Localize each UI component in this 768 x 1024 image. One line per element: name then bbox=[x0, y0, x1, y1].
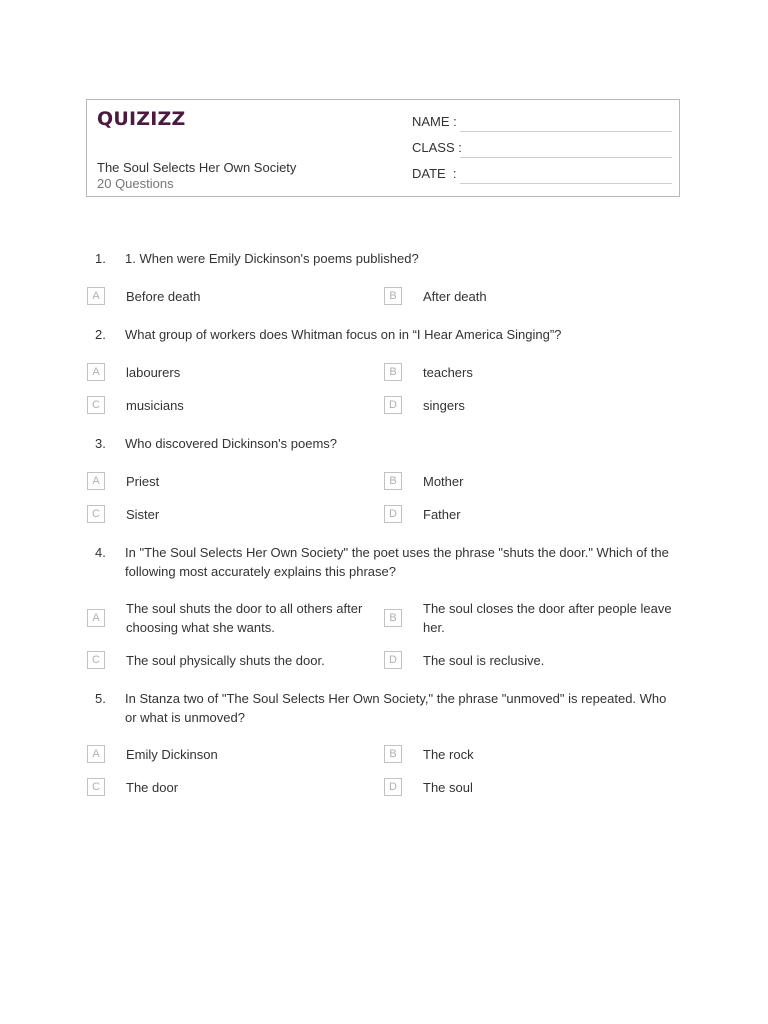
option-letter-box: C bbox=[87, 396, 105, 414]
option-text: Father bbox=[423, 507, 461, 522]
name-line bbox=[460, 131, 672, 132]
option-text: singers bbox=[423, 398, 465, 413]
option-text: The soul bbox=[423, 780, 473, 795]
option-letter-box: B bbox=[384, 363, 402, 381]
option-letter-box: C bbox=[87, 651, 105, 669]
option-text: The soul closes the door after people leave her. bbox=[423, 601, 672, 635]
option-text: The soul is reclusive. bbox=[423, 653, 545, 668]
option-letter-box: A bbox=[87, 472, 105, 490]
option-letter-box: B bbox=[384, 745, 402, 763]
class-label: CLASS : bbox=[412, 140, 462, 155]
option-text: The door bbox=[126, 780, 179, 795]
option-letter-box: D bbox=[384, 778, 402, 796]
option-text: teachers bbox=[423, 365, 473, 380]
option-text: After death bbox=[423, 289, 487, 304]
option-text: labourers bbox=[126, 365, 181, 380]
option-text: The soul shuts the door to all others after choosing what she wants. bbox=[126, 601, 363, 635]
question-text: In "The Soul Selects Her Own Society" the poet uses the phrase "shuts the door." Which of the following most accurately explains this phrase? bbox=[125, 545, 669, 579]
question-number: 5. bbox=[95, 691, 106, 706]
option-text: The soul physically shuts the door. bbox=[126, 653, 325, 668]
question-text: What group of workers does Whitman focus on in “I Hear America Singing”? bbox=[125, 327, 562, 342]
option-letter-box: B bbox=[384, 472, 402, 490]
class-field[interactable] bbox=[412, 138, 672, 158]
option-letter-box: A bbox=[87, 609, 105, 627]
option-text: Priest bbox=[126, 474, 160, 489]
question-number: 3. bbox=[95, 436, 106, 451]
option-letter-box: A bbox=[87, 287, 105, 305]
question-text: In Stanza two of "The Soul Selects Her Own Society," the phrase "unmoved" is repeated. Who or what is unmoved? bbox=[125, 691, 667, 725]
name-field[interactable] bbox=[412, 112, 672, 132]
class-line bbox=[460, 157, 672, 158]
question-number: 1. bbox=[95, 251, 106, 266]
question-text: 1. When were Emily Dickinson's poems published? bbox=[125, 251, 419, 266]
option-letter-box: D bbox=[384, 505, 402, 523]
question-number: 2. bbox=[95, 327, 106, 342]
option-text: Mother bbox=[423, 474, 464, 489]
quiz-title: The Soul Selects Her Own Society bbox=[97, 160, 297, 175]
option-letter-box: A bbox=[87, 363, 105, 381]
option-text: Emily Dickinson bbox=[126, 747, 218, 762]
date-label: DATE : bbox=[412, 166, 457, 181]
option-text: The rock bbox=[423, 747, 474, 762]
worksheet-header bbox=[86, 99, 680, 197]
question-count: 20 Questions bbox=[97, 176, 174, 191]
option-letter-box: A bbox=[87, 745, 105, 763]
option-text: musicians bbox=[126, 398, 184, 413]
option-letter-box: B bbox=[384, 287, 402, 305]
name-label: NAME : bbox=[412, 114, 457, 129]
option-letter-box: C bbox=[87, 778, 105, 796]
question-text: Who discovered Dickinson's poems? bbox=[125, 436, 338, 451]
question-number: 4. bbox=[95, 545, 106, 560]
option-letter-box: D bbox=[384, 651, 402, 669]
option-letter-box: B bbox=[384, 609, 402, 627]
option-text: Before death bbox=[126, 289, 201, 304]
quizizz-logo: QUIZIZZ bbox=[97, 108, 186, 130]
option-letter-box: D bbox=[384, 396, 402, 414]
date-line bbox=[460, 183, 672, 184]
option-text: Sister bbox=[126, 507, 160, 522]
option-letter-box: C bbox=[87, 505, 105, 523]
date-field[interactable] bbox=[412, 164, 672, 184]
